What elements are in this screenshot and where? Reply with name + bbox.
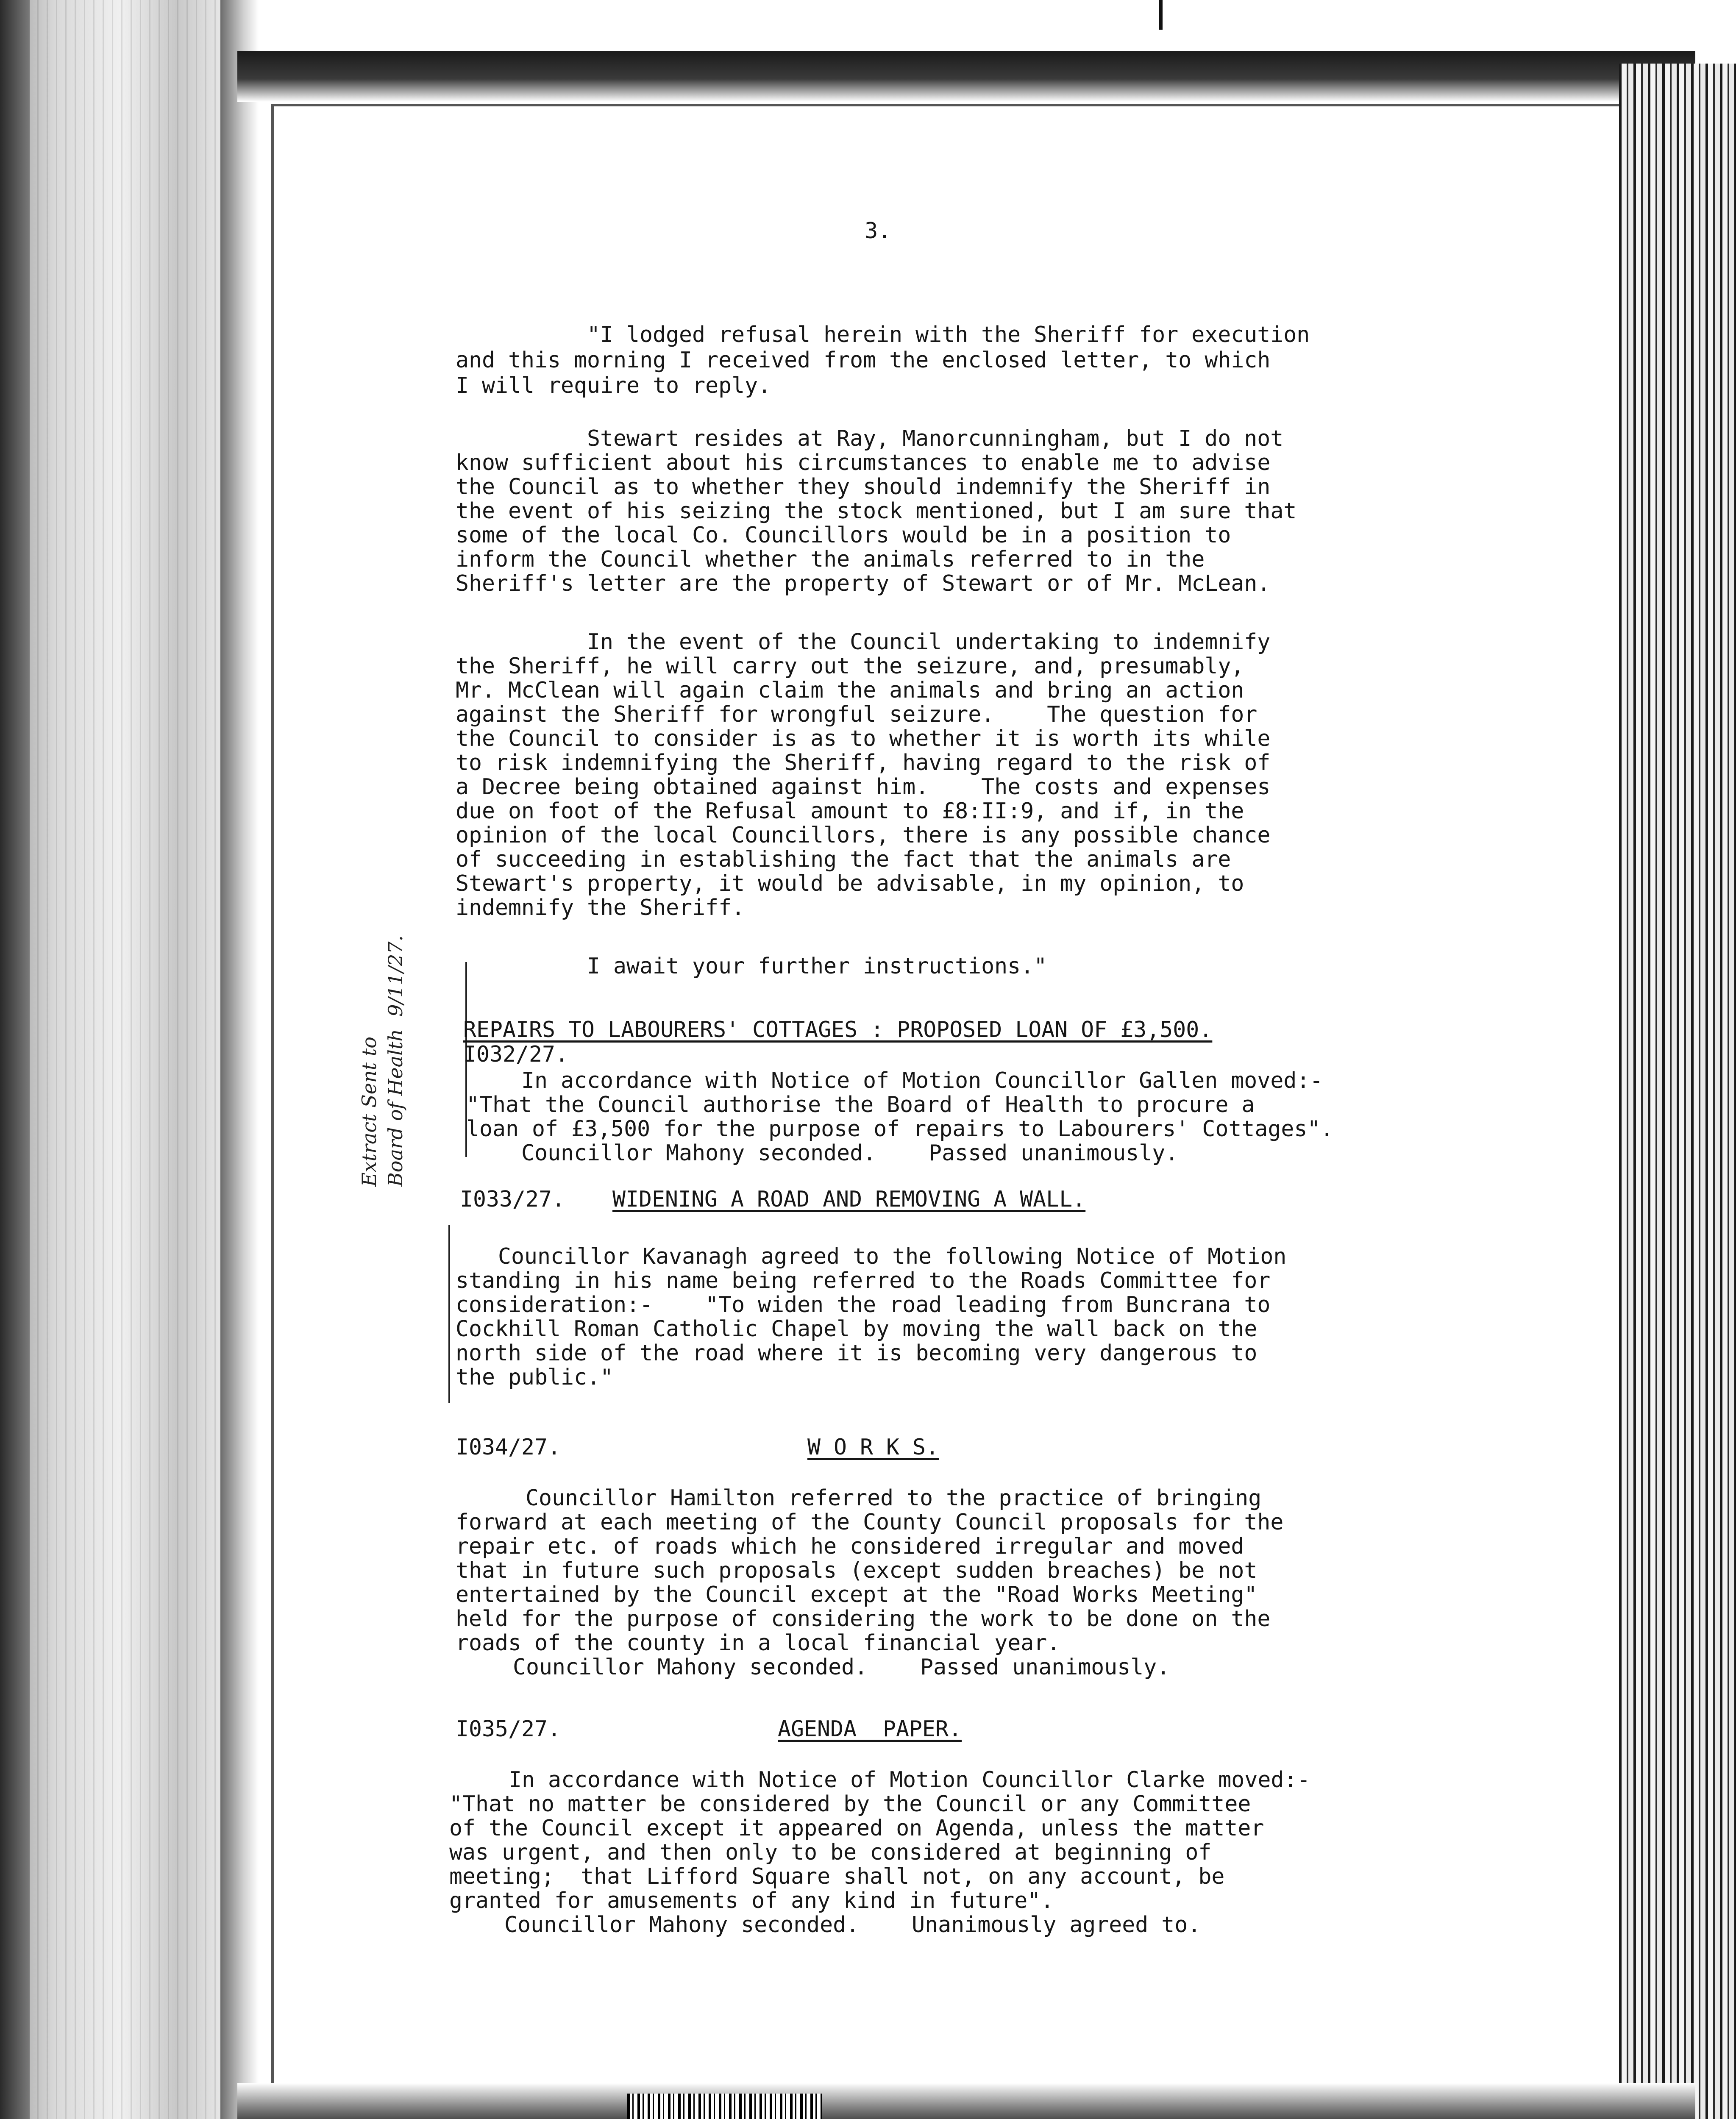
text-line: Councillor Hamilton referred to the practice of bringing — [526, 1485, 1262, 1511]
text-line: "That no matter be considered by the Council or any Committee — [449, 1791, 1251, 1817]
text-line: forward at each meeting of the County Council proposals for the — [456, 1510, 1284, 1535]
text-line: entertained by the Council except at the "Road Works Meeting" — [456, 1582, 1257, 1607]
text-line: was urgent, and then only to be considered at beginning of — [449, 1840, 1212, 1865]
text-line: consideration:- "To widen the road leading from Buncrana to — [456, 1292, 1271, 1318]
text-line: meeting; that Lifford Square shall not, on any account, be — [449, 1864, 1225, 1889]
margin-annotation — [356, 935, 409, 1187]
text-line: held for the purpose of considering the work to be done on the — [456, 1606, 1271, 1632]
text-line: the public." — [456, 1365, 614, 1390]
minute-number: I032/27. — [463, 1042, 569, 1067]
page-stack-edge — [1619, 64, 1736, 2119]
bottom-scan-edge — [237, 2083, 1695, 2119]
binding-edge — [0, 0, 30, 2119]
text-line: In accordance with Notice of Motion Councillor Gallen moved:- — [521, 1068, 1323, 1093]
text-line: In accordance with Notice of Motion Councillor Clarke moved:- — [509, 1767, 1310, 1793]
page-gutter-shadow — [220, 0, 259, 2119]
text-line: I await your further instructions." — [587, 954, 1047, 979]
text-line: that in future such proposals (except sudden breaches) be not — [456, 1558, 1257, 1583]
text-line: inform the Council whether the animals referred to in the — [456, 547, 1205, 572]
annotation-line: Board of Health — [384, 1029, 407, 1187]
text-line: some of the local Co. Councillors would be in a position to — [456, 523, 1231, 548]
text-line: opinion of the local Councillors, there is any possible chance — [456, 823, 1271, 848]
text-line: the Council as to whether they should indemnify the Sheriff in — [456, 474, 1271, 500]
page-number: 3. — [865, 218, 891, 244]
text-line: "I lodged refusal herein with the Sheriff for execution — [587, 322, 1310, 348]
text-line: Councillor Mahony seconded. Unanimously agreed to. — [504, 1912, 1201, 1938]
text-line: the event of his seizing the stock mentioned, but I am sure that — [456, 498, 1297, 524]
minute-heading: WIDENING A ROAD AND REMOVING A WALL. — [612, 1187, 1086, 1212]
text-line: I will require to reply. — [456, 373, 771, 398]
text-line: In the event of the Council undertaking to indemnify — [587, 629, 1271, 655]
text-line: indemnify the Sheriff. — [456, 895, 745, 920]
text-line: loan of £3,500 for the purpose of repairs to Labourers' Cottages". — [466, 1116, 1334, 1142]
text-line: against the Sheriff for wrongful seizure. The question for — [456, 702, 1257, 727]
text-line: Councillor Mahony seconded. Passed unanimously. — [513, 1655, 1170, 1680]
text-line: Sheriff's letter are the property of Stewart or of Mr. McLean. — [456, 571, 1271, 596]
barcode-strip — [627, 2094, 822, 2119]
text-line: of the Council except it appeared on Agenda, unless the matter — [449, 1816, 1264, 1841]
annotation-line: Extract Sent — [358, 1062, 381, 1187]
minute-number: I034/27. — [456, 1435, 561, 1460]
text-line: "That the Council authorise the Board of Health to procure a — [466, 1092, 1255, 1118]
minute-heading: AGENDA PAPER. — [778, 1716, 962, 1742]
minute-number: I035/27. — [456, 1716, 561, 1742]
text-line: Councillor Kavanagh agreed to the following Notice of Motion — [498, 1244, 1287, 1269]
minute-heading: REPAIRS TO LABOURERS' COTTAGES : PROPOSED LOAN OF £3,500. — [463, 1017, 1213, 1043]
text-line: to risk indemnifying the Sheriff, having regard to the risk of — [456, 750, 1271, 776]
text-line: north side of the road where it is becoming very dangerous to — [456, 1340, 1257, 1366]
text-line: the Council to consider is as to whether it is worth its while — [456, 726, 1271, 751]
text-line: repair etc. of roads which he considered irregular and moved — [456, 1534, 1244, 1559]
text-line: know sufficient about his circumstances to enable me to advise — [456, 450, 1271, 476]
text-line: standing in his name being referred to the Roads Committee for — [456, 1268, 1271, 1293]
margin-bracket — [448, 1225, 450, 1403]
text-line: due on foot of the Refusal amount to £8:II:9, and if, in the — [456, 798, 1244, 824]
text-line: a Decree being obtained against him. The costs and expenses — [456, 774, 1271, 800]
minute-number: I033/27. — [460, 1187, 565, 1212]
text-line: of succeeding in establishing the fact that the animals are — [456, 847, 1231, 872]
annotation-line: 9/11/27. — [384, 935, 407, 1017]
text-line: granted for amusements of any kind in future". — [449, 1888, 1054, 1913]
top-scan-mark — [1159, 0, 1163, 30]
text-line: and this morning I received from the enclosed letter, to which — [456, 348, 1271, 373]
text-line: Councillor Mahony seconded. Passed unanimously. — [521, 1140, 1179, 1166]
text-line: Stewart's property, it would be advisable, in my opinion, to — [456, 871, 1244, 896]
annotation-line: to — [358, 1037, 381, 1057]
minute-heading: W O R K S. — [807, 1435, 939, 1460]
text-line: Stewart resides at Ray, Manorcunningham, but I do not — [587, 426, 1284, 451]
binding-spine — [0, 0, 220, 2119]
top-scan-edge — [237, 51, 1695, 102]
text-line: Cockhill Roman Catholic Chapel by moving the wall back on the — [456, 1316, 1257, 1342]
text-line: Mr. McClean will again claim the animals and bring an action — [456, 678, 1244, 703]
text-line: the Sheriff, he will carry out the seizure, and, presumably, — [456, 653, 1244, 679]
text-line: roads of the county in a local financial year. — [456, 1630, 1060, 1656]
